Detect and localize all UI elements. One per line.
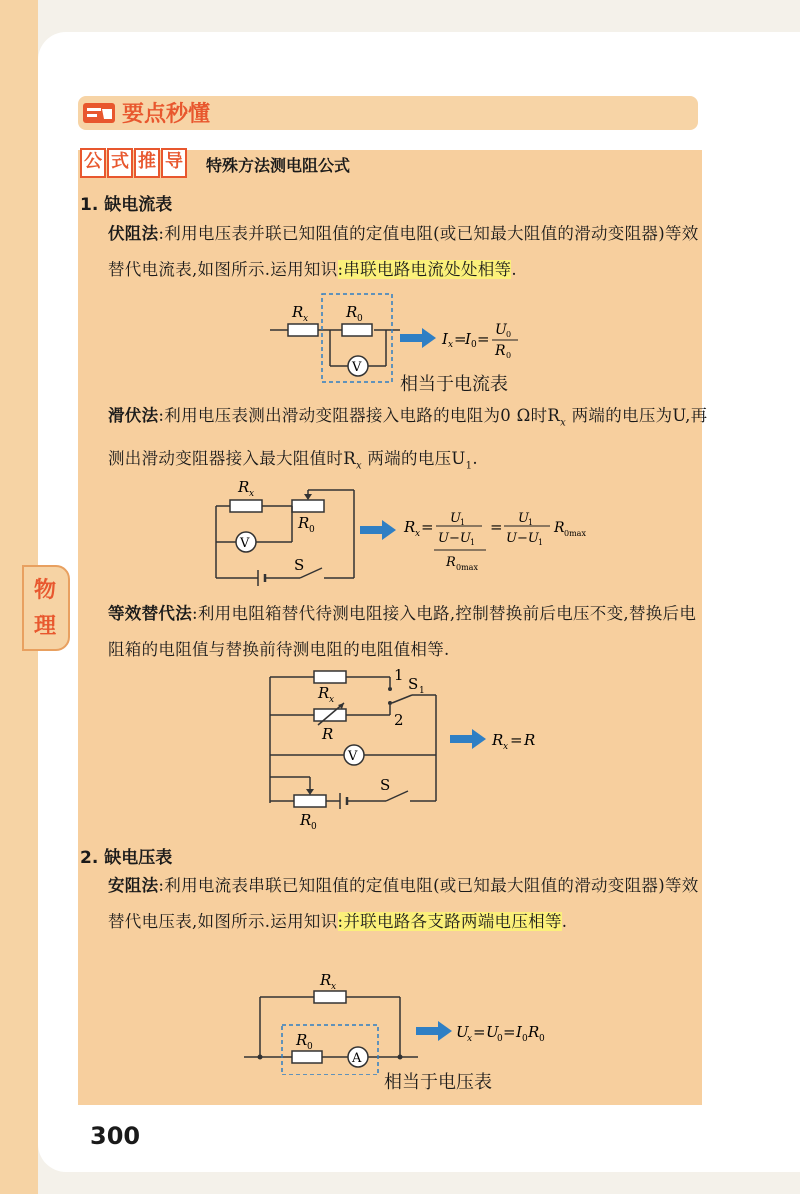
equals-sign: =	[473, 1023, 486, 1041]
formula-sub: 0max	[564, 529, 586, 538]
circuit-figure-3	[260, 665, 560, 833]
paragraph-text: 两端的电压为U,再测出滑动变阻器接入最大阻值时R	[108, 406, 708, 469]
subscript: x	[355, 460, 362, 472]
arrow-icon	[450, 729, 486, 749]
r0-label: R	[296, 1031, 308, 1049]
circuit-figure-2	[210, 470, 630, 590]
rx-label: R	[292, 303, 304, 321]
circuit-figure-4	[240, 965, 580, 1075]
formula-ux: U	[456, 1023, 469, 1041]
switch-s-label: S	[294, 556, 305, 574]
rx-sub: x	[331, 982, 337, 992]
figure-1-caption: 相当于电流表	[400, 374, 508, 395]
formula-sub: 0	[497, 1034, 503, 1044]
equals-sign: =	[510, 731, 523, 749]
formula-sub: 1	[460, 518, 466, 527]
switch-s1-sub: 1	[419, 686, 425, 696]
formula-r: R	[524, 731, 536, 749]
formula-sub: 0	[506, 330, 512, 339]
equals-sign: =	[490, 518, 503, 536]
subject-char: 物	[34, 578, 57, 603]
formula-r0max: R	[446, 555, 456, 570]
rx-sub: x	[329, 695, 335, 705]
ammeter-method-paragraph	[108, 868, 708, 940]
rx-sub: x	[303, 314, 309, 324]
paragraph-text: :利用电压表测出滑动变阻器接入电路的电阻为0 Ω时R	[158, 406, 561, 425]
paragraph-text: :利用电压表并联已知阻值的定值电阻(或已知最大阻值的滑动变阻器)等效替代电流表,如图所示.运用知识	[108, 224, 699, 279]
voltmeter-symbol: V	[352, 360, 362, 375]
paragraph-text: :利用电流表串联已知阻值的定值电阻(或已知最大阻值的滑动变阻器)等效替代电压表,如图所示.运用知识	[108, 876, 699, 931]
section-2-title: 2. 缺电压表	[80, 848, 173, 868]
r-label: R	[322, 725, 334, 743]
r0-label: R	[300, 811, 312, 829]
formula-rx: R	[492, 731, 504, 749]
r0-sub: 0	[307, 1042, 313, 1052]
subscript: 1	[465, 460, 473, 472]
paragraph-text: 两端的电压U	[361, 449, 466, 469]
equals-sign: =	[477, 330, 490, 348]
period: .	[511, 260, 517, 279]
switch-position-1: 1	[394, 666, 404, 684]
arrow-icon	[400, 328, 436, 348]
r0-label: R	[346, 303, 358, 321]
formula-u-minus-u1: U−U	[438, 531, 471, 546]
formula-sub: 0max	[456, 563, 478, 572]
formula-sub: x	[503, 742, 509, 752]
formula-sub: x	[448, 340, 454, 350]
header-title: 要点秒懂	[122, 102, 211, 127]
subject-tab	[22, 565, 70, 651]
formula-sub: 0	[506, 351, 512, 360]
equals-sign: =	[421, 518, 434, 536]
formula-r0max: R	[554, 520, 565, 536]
r0-sub: 0	[357, 314, 363, 324]
method-label: 安阻法	[108, 876, 159, 895]
formula-r0: R	[495, 343, 506, 359]
formula-u1: U	[518, 511, 529, 526]
tag-title: 特殊方法测电阻公式	[206, 156, 351, 175]
formula-sub: 1	[470, 538, 476, 547]
highlight-text: :并联电路各支路两端电压相等	[337, 912, 562, 931]
formula-sub: 0	[522, 1034, 528, 1044]
formula-sub: x	[415, 529, 421, 539]
tag-char: 式	[107, 148, 133, 178]
subject-char: 理	[34, 614, 57, 639]
switch-s-label: S	[380, 776, 391, 794]
formula-i0: I	[516, 1023, 522, 1041]
ammeter-symbol: A	[352, 1051, 362, 1066]
formula-u0: U	[495, 322, 507, 338]
tag-char: 推	[134, 148, 160, 178]
rx-label: R	[238, 478, 250, 496]
method-label: 伏阻法	[108, 224, 159, 243]
rx-label: R	[318, 684, 330, 702]
page-number: 300	[90, 1122, 141, 1150]
formula-sub: x	[467, 1034, 473, 1044]
formula-u0: U	[486, 1023, 499, 1041]
formula-u1: U	[450, 511, 461, 526]
r0-label: R	[298, 514, 310, 532]
equals-sign: =	[503, 1023, 516, 1041]
voltmeter-method-paragraph	[108, 216, 708, 288]
formula-rx: R	[404, 518, 416, 536]
rx-label: R	[320, 971, 332, 989]
formula-i: I	[442, 330, 448, 348]
arrow-icon	[360, 520, 396, 540]
formula-tag	[80, 148, 188, 178]
equals-sign: =	[454, 330, 467, 348]
formula-i0: I	[465, 330, 471, 348]
switch-position-2: 2	[394, 711, 404, 729]
pointing-hand-icon	[82, 100, 116, 126]
method-label: 滑伏法	[108, 406, 159, 425]
voltmeter-symbol: V	[240, 536, 250, 551]
switch-s1-label: S	[408, 675, 419, 693]
rx-sub: x	[249, 489, 255, 499]
period: .	[472, 449, 478, 469]
tag-char: 公	[80, 148, 106, 178]
formula-sub: 0	[539, 1034, 545, 1044]
figure-4-caption: 相当于电压表	[384, 1072, 492, 1093]
method-label: 等效替代法	[108, 604, 192, 623]
subscript: x	[560, 417, 567, 429]
arrow-icon	[416, 1021, 452, 1041]
r0-sub: 0	[309, 525, 315, 535]
section-1-title: 1. 缺电流表	[80, 195, 173, 215]
formula-sub: 1	[538, 538, 544, 547]
voltmeter-symbol: V	[348, 749, 358, 764]
paragraph-text: :利用电阻箱替代待测电阻接入电路,控制替换前后电压不变,替换后电阻箱的电阻值与替换前待测电阻的电阻值相等.	[108, 604, 697, 659]
r0-sub: 0	[311, 822, 317, 832]
highlight-text: :串联电路电流处处相等	[337, 260, 512, 279]
period: .	[561, 912, 568, 931]
formula-sub: 1	[528, 518, 534, 527]
formula-r0: R	[528, 1023, 540, 1041]
substitution-method-paragraph	[108, 596, 708, 668]
tag-char: 导	[161, 148, 187, 178]
formula-u-minus-u1: U−U	[506, 531, 539, 546]
formula-sub: 0	[471, 340, 477, 350]
